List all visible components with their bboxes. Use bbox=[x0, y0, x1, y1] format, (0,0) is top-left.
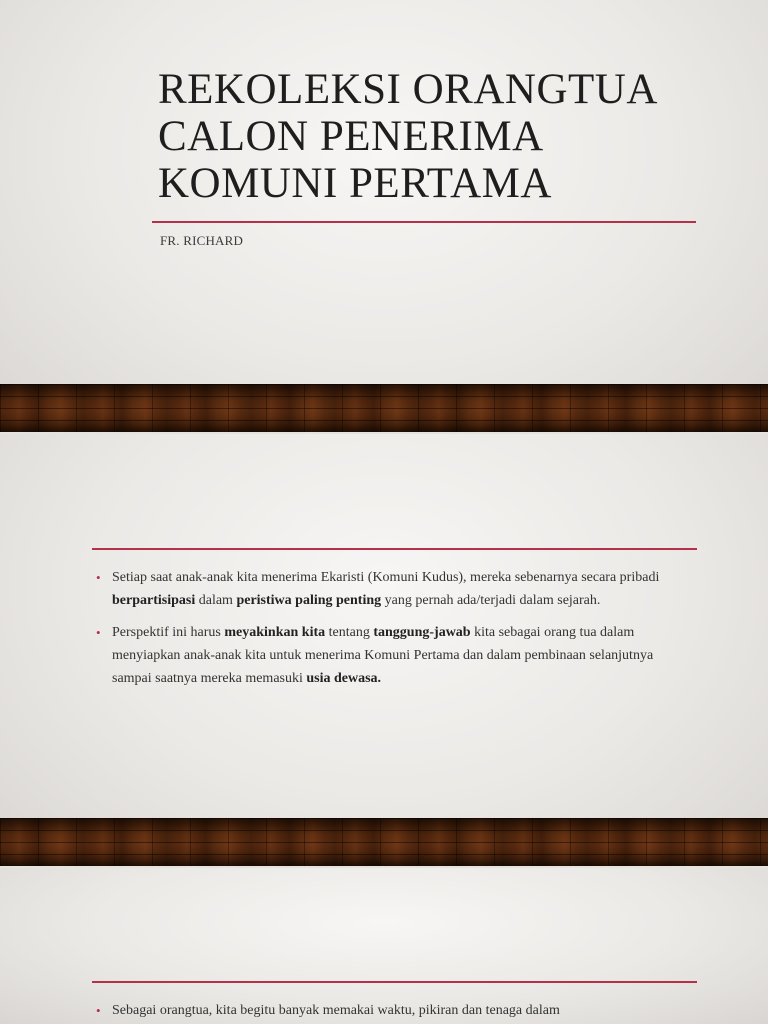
slide-title bbox=[158, 66, 718, 207]
bullet-icon: • bbox=[96, 625, 101, 640]
text-run: Setiap saat anak-anak kita menerima Ekaristi (Komuni Kudus), mereka sebenarnya secara pribadi bbox=[112, 570, 660, 585]
content-slide-3 bbox=[0, 868, 768, 1024]
accent-divider bbox=[92, 548, 697, 550]
wood-floor-decoration bbox=[0, 818, 768, 866]
text-run: yang pernah ada/terjadi dalam sejarah. bbox=[381, 593, 601, 608]
text-run: Sebagai orangtua, kita begitu banyak memakai waktu, pikiran dan tenaga dalam bbox=[112, 1003, 560, 1018]
bold-text-run: peristiwa paling penting bbox=[236, 593, 382, 608]
bullet-icon: • bbox=[96, 570, 101, 585]
title-slide bbox=[0, 0, 768, 432]
bullet-icon: • bbox=[96, 1003, 101, 1018]
text-run: Perspektif ini harus bbox=[112, 625, 225, 640]
text-run: kita sebagai orang tua dalam menyiapkan anak-anak kita untuk menerima Komuni Pertama dan dalam pembinaan selanjutnya sampai saatnya mereka memasuki bbox=[112, 625, 654, 686]
text-run: dalam bbox=[195, 593, 237, 608]
bullet-list bbox=[96, 566, 696, 699]
bold-text-run: tanggung-jawab bbox=[373, 625, 471, 640]
bullet-list bbox=[96, 999, 696, 1024]
list-item bbox=[96, 999, 696, 1022]
title-line-2: CALON PENERIMA bbox=[158, 113, 544, 160]
content-slide-2 bbox=[0, 434, 768, 866]
text-run: tentang bbox=[325, 625, 374, 640]
bold-text-run: meyakinkan kita bbox=[224, 625, 326, 640]
bold-text-run: berpartisipasi bbox=[112, 593, 196, 608]
accent-divider bbox=[152, 221, 696, 223]
title-line-3: KOMUNI PERTAMA bbox=[158, 160, 552, 207]
accent-divider bbox=[92, 981, 697, 983]
bold-text-run: usia dewasa. bbox=[306, 671, 382, 686]
title-line-1: REKOLEKSI ORANGTUA bbox=[158, 66, 658, 113]
list-item bbox=[96, 566, 696, 612]
list-item bbox=[96, 621, 696, 690]
wood-floor-decoration bbox=[0, 384, 768, 432]
slide-subtitle: FR. RICHARD bbox=[160, 233, 244, 248]
